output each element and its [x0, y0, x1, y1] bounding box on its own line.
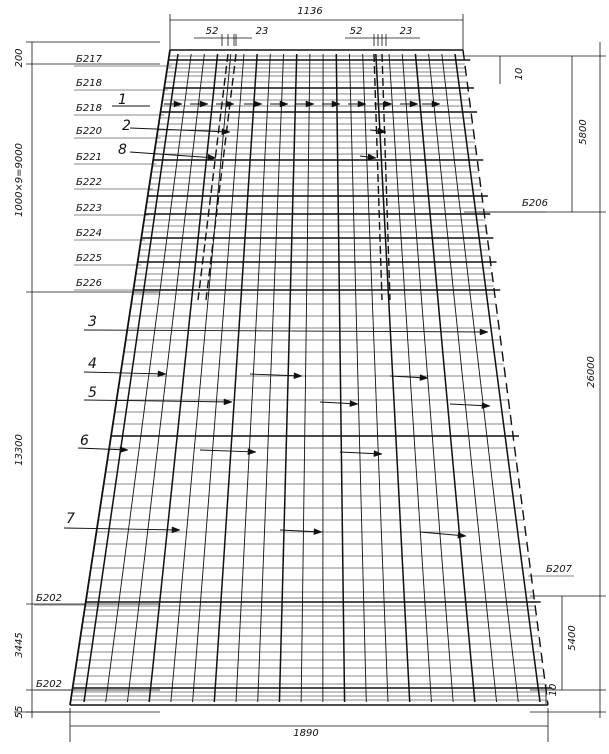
callout-7-arrow — [64, 528, 180, 530]
callout-3-arrow — [84, 330, 488, 332]
dim-left-lower: 3445 — [14, 632, 25, 658]
beam-label: Б222 — [76, 177, 102, 188]
beam-label-right: Б206 — [522, 198, 548, 209]
dashed-bar — [382, 54, 390, 300]
vertical-bar — [214, 54, 257, 702]
dim-left-top: 200 — [14, 48, 25, 68]
arrowhead — [248, 449, 256, 455]
vertical-bar — [258, 54, 284, 702]
beam-label: Б202 — [36, 679, 62, 690]
beam-label: Б223 — [76, 203, 102, 214]
callout-number: 4 — [88, 356, 97, 372]
beam-label: Б221 — [76, 152, 102, 163]
dim-right-bottom-small: 10 — [548, 683, 559, 697]
callout-number: 5 — [88, 385, 97, 401]
vertical-bar — [171, 54, 231, 702]
beam-label: Б218 — [76, 103, 102, 114]
beam-label: Б220 — [76, 126, 102, 137]
dimension-lines — [14, 14, 606, 742]
vertical-bar — [429, 54, 497, 702]
rebar-grid — [71, 54, 552, 702]
beam-label: Б218 — [76, 78, 102, 89]
beam-label: Б217 — [76, 54, 102, 65]
dim-bottom-width: 1890 — [293, 728, 319, 739]
dim-top-right-b: 23 — [399, 26, 413, 37]
arrowhead — [294, 373, 302, 379]
dim-right-top-small: 10 — [514, 67, 525, 81]
arrowhead — [314, 529, 322, 535]
dim-left-bottom: 55 — [14, 705, 25, 719]
vertical-bar — [127, 54, 204, 702]
callout-6-arrow — [200, 450, 256, 452]
arrowhead — [480, 329, 488, 335]
panel-right-edge — [463, 50, 548, 705]
callout-number: 6 — [80, 433, 89, 449]
beam-label: Б224 — [76, 228, 102, 239]
beam-label: Б226 — [76, 278, 102, 289]
dim-top-width: 1136 — [297, 6, 323, 17]
beam-label: Б225 — [76, 253, 102, 264]
arrowhead — [120, 447, 128, 453]
dim-right-total: 26000 — [586, 356, 597, 388]
callout-number: 2 — [122, 118, 131, 134]
vertical-bar — [149, 54, 217, 702]
vertical-bar — [236, 54, 270, 702]
dim-right-lower: 5400 — [567, 625, 578, 651]
callout-8-arrow — [130, 152, 216, 158]
vertical-bar — [376, 54, 410, 702]
callout-number: 7 — [66, 511, 75, 527]
vertical-bar — [336, 54, 344, 702]
arrowhead — [368, 154, 376, 160]
beam-label-right: Б207 — [546, 564, 572, 575]
callout-number: 8 — [118, 142, 127, 158]
arrowhead — [458, 532, 466, 538]
vertical-bar — [455, 54, 540, 702]
beam-label: Б202 — [36, 593, 62, 604]
arrowhead — [350, 401, 358, 407]
callout-4-arrow — [84, 372, 166, 374]
callout-number: 3 — [88, 314, 97, 330]
dim-top-left-a: 52 — [205, 26, 219, 37]
dim-left-upper: 1000×9=9000 — [14, 142, 25, 218]
arrowhead — [222, 129, 230, 135]
dim-left-middle: 13300 — [14, 434, 25, 466]
vertical-bar — [363, 54, 388, 702]
vertical-bar — [301, 54, 310, 702]
arrowhead — [482, 403, 490, 409]
vertical-bar — [442, 54, 518, 702]
arrowhead — [420, 375, 428, 381]
dim-top-left-b: 23 — [255, 26, 269, 37]
vertical-bar — [349, 54, 366, 702]
dashed-bar — [206, 54, 236, 300]
callout-number: 1 — [118, 92, 127, 108]
dim-right-upper: 5800 — [578, 119, 589, 145]
dim-top-right-a: 52 — [349, 26, 363, 37]
